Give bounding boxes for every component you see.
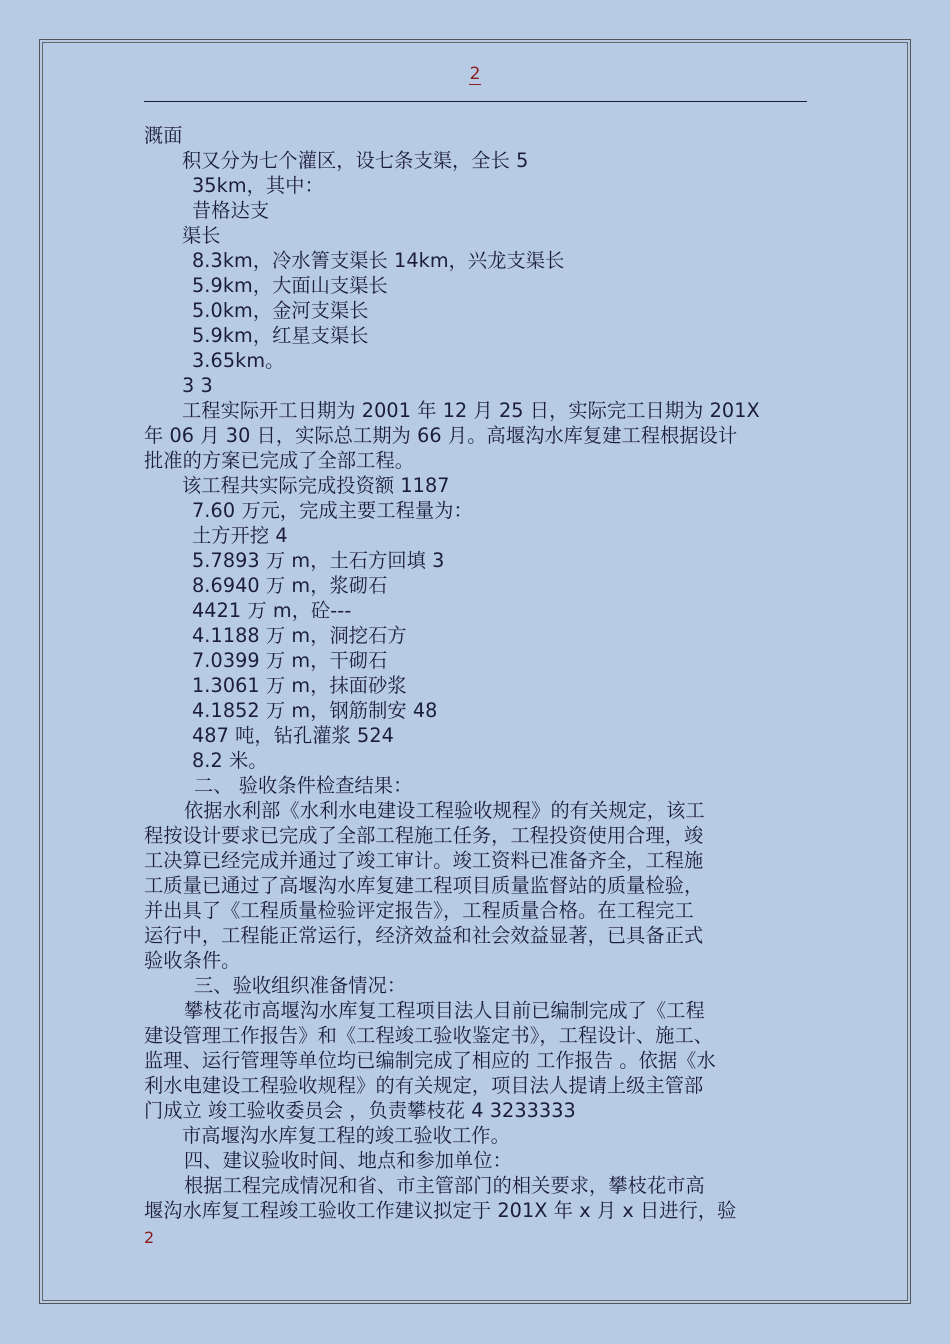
text-line: 487 吨，钻孔灌浆 524 [192, 724, 394, 747]
text-line: 渠长 [182, 224, 221, 247]
text-line: 建设管理工作报告》和《工程竣工验收鉴定书》，工程设计、施工、 [144, 1024, 714, 1047]
section-heading: 三、验收组织准备情况： [194, 974, 407, 997]
text-line: 该工程共实际完成投资额 1187 [182, 474, 450, 497]
text-line: 积又分为七个灌区，设七条支渠，全长 5 [182, 149, 529, 172]
text-line: 门成立 竣工验收委员会 ，负责攀枝花 4 3233333 [144, 1099, 576, 1122]
footer-page-number: 2 [144, 1228, 155, 1247]
text-line: 工程实际开工日期为 2001 年 12 月 25 日，实际完工日期为 201X [182, 399, 760, 422]
text-line: 工质量已通过了高堰沟水库复建工程项目质量监督站的质量检验， [144, 874, 704, 897]
header-divider [144, 101, 807, 102]
text-line: 1.3061 万 m，抹面砂浆 [192, 674, 407, 697]
text-line: 监理、运行管理等单位均已编制完成了相应的 工作报告 。依据《水 [144, 1049, 716, 1072]
text-line: 攀枝花市高堰沟水库复工程项目法人目前已编制完成了《工程 [184, 999, 705, 1022]
text-line: 4421 万 m，砼--- [192, 599, 352, 622]
section-heading: 二、 验收条件检查结果： [194, 774, 413, 797]
text-line: 溉面 [144, 124, 183, 147]
text-line: 4.1188 万 m，洞挖石方 [192, 624, 407, 647]
text-line: 4.1852 万 m，钢筋制安 48 [192, 699, 438, 722]
text-line: 35km，其中： [192, 174, 324, 197]
text-line: 5.0km，金河支渠长 [192, 299, 369, 322]
text-line: 5.9km，大面山支渠长 [192, 274, 388, 297]
text-line: 批准的方案已完成了全部工程。 [144, 449, 415, 472]
text-line: 8.3km，冷水箐支渠长 14km，兴龙支渠长 [192, 249, 565, 272]
text-line: 验收条件。 [144, 949, 241, 972]
text-line: 3.65km。 [192, 349, 285, 372]
section-heading: 四、建议验收时间、地点和参加单位： [184, 1149, 512, 1172]
text-line: 土方开挖 4 [192, 524, 288, 547]
text-line: 市高堰沟水库复工程的竣工验收工作。 [182, 1124, 510, 1147]
text-line: 8.2 米。 [192, 749, 268, 772]
text-line: 堰沟水库复工程竣工验收工作建议拟定于 201X 年 x 月 x 日进行，验 [144, 1199, 737, 1222]
text-line: 5.9km，红星支渠长 [192, 324, 369, 347]
document-body [144, 123, 808, 1223]
text-line: 7.0399 万 m，干砌石 [192, 649, 388, 672]
text-line: 3 3 [182, 374, 213, 397]
text-line: 年 06 月 30 日，实际总工期为 66 月。高堰沟水库复建工程根据设计 [144, 424, 738, 447]
text-line: 昔格达支 [192, 199, 270, 222]
text-line: 7.60 万元，完成主要工程量为： [192, 499, 473, 522]
text-line: 根据工程完成情况和省、市主管部门的相关要求，攀枝花市高 [184, 1174, 705, 1197]
header-page-number: 2 [469, 64, 481, 84]
text-line: 工决算已经完成并通过了竣工审计。竣工资料已准备齐全，工程施 [144, 849, 704, 872]
text-line: 依据水利部《水利水电建设工程验收规程》的有关规定，该工 [184, 799, 705, 822]
text-line: 利水电建设工程验收规程》的有关规定，项目法人提请上级主管部 [144, 1074, 704, 1097]
text-line: 运行中，工程能正常运行，经济效益和社会效益显著，已具备正式 [144, 924, 704, 947]
text-line: 8.6940 万 m，浆砌石 [192, 574, 388, 597]
text-line: 程按设计要求已完成了全部工程施工任务，工程投资使用合理，竣 [144, 824, 704, 847]
text-line: 5.7893 万 m，土石方回填 3 [192, 549, 445, 572]
text-line: 并出具了《工程质量检验评定报告》，工程质量合格。在工程完工 [144, 899, 694, 922]
